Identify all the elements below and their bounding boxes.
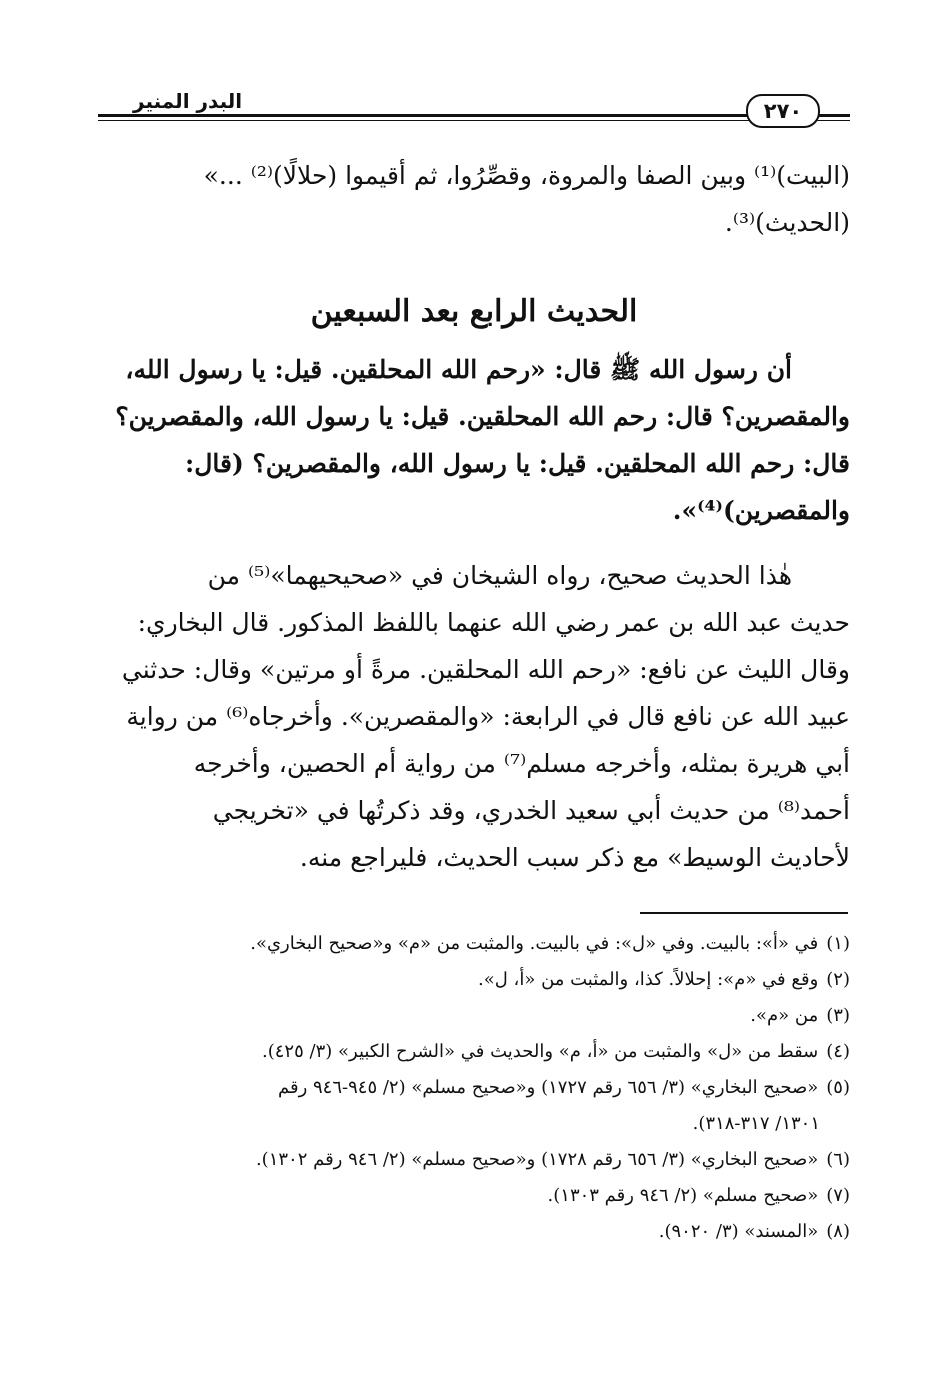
page-header <box>98 86 850 130</box>
text-line: وقال الليث عن نافع: «رحم الله المحلقين. مرةً أو مرتين» وقال: حدثني <box>121 655 850 684</box>
text-line: (البيت)⁽¹⁾ وبين الصفا والمروة، وقصِّرُوا، ثم أقيموا (حلالًا)⁽²⁾ ...» <box>203 161 850 190</box>
footnote: (٨)«المسند» (٣/ ٩٠٢٠). <box>658 1221 850 1242</box>
text-line: أحمد⁽⁸⁾ من حديث أبي سعيد الخدري، وقد ذكرتُها في «تخريجي <box>212 796 850 825</box>
footnote: (٢)وقع في «م»: إحلالاً. كذا، والمثبت من «أ، ل». <box>477 969 850 990</box>
text-line: أن رسول الله ﷺ قال: «رحم الله المحلقين. قيل: يا رسول الله، <box>125 355 792 384</box>
text-line: أبي هريرة بمثله، وأخرجه مسلم⁽⁷⁾ من رواية أم الحصين، وأخرجه <box>193 749 850 778</box>
text-line: والمقصرين؟ قال: رحم الله المحلقين. قيل: يا رسول الله، والمقصرين؟ <box>115 402 850 431</box>
footnote-separator <box>640 912 848 914</box>
text-line: هٰذا الحديث صحيح، رواه الشيخان في «صحيحيهما»⁽⁵⁾ من <box>207 561 792 590</box>
footnote: (٦)«صحيح البخاري» (٣/ ٦٥٦ رقم ١٧٢٨) و«صحيح مسلم» (٢/ ٩٤٦ رقم ١٣٠٢). <box>255 1149 850 1170</box>
top-text <box>98 152 850 246</box>
footnote: (٣)من «م». <box>750 1005 850 1026</box>
header-rule-thick <box>98 114 850 117</box>
footnote: (٤)سقط من «ل» والمثبت من «أ، م» والحديث في «الشرح الكبير» (٣/ ٤٢٥). <box>262 1041 850 1062</box>
footnote: (١)في «أ»: بالبيت. وفي «ل»: في بالبيت. والمثبت من «م» و«صحيح البخاري». <box>250 933 850 954</box>
page-number: ٢٧٠ <box>746 94 820 128</box>
text-line: لأحاديث الوسيط» مع ذكر سبب الحديث، فليراجع منه. <box>299 843 850 872</box>
book-title: البدر المنير <box>133 89 243 113</box>
footnote: (٧)«صحيح مسلم» (٢/ ٩٤٦ رقم ١٣٠٣). <box>547 1185 850 1206</box>
section-heading: الحديث الرابع بعد السبعين <box>310 294 638 329</box>
commentary-text <box>98 552 850 881</box>
text-line: والمقصرين)⁽⁴⁾». <box>672 496 850 525</box>
footnotes <box>98 926 850 1250</box>
text-line: حديث عبد الله بن عمر رضي الله عنهما باللفظ المذكور. قال البخاري: <box>137 608 850 637</box>
text-line: عبيد الله عن نافع قال في الرابعة: «والمقصرين». وأخرجاه⁽⁶⁾ من رواية <box>126 702 850 731</box>
footnote-continuation: ١٣٠١/ ٣١٧-٣١٨). <box>692 1113 820 1134</box>
text-line: قال: رحم الله المحلقين. قيل: يا رسول الله، والمقصرين؟ (قال: <box>185 449 850 478</box>
text-line: (الحديث)⁽³⁾. <box>724 208 850 237</box>
header-rule-thin <box>98 120 850 121</box>
hadith-text <box>98 346 850 534</box>
footnote: (٥)«صحيح البخاري» (٣/ ٦٥٦ رقم ١٧٢٧) و«صحيح مسلم» (٢/ ٩٤٥-٩٤٦ رقم <box>278 1077 850 1098</box>
